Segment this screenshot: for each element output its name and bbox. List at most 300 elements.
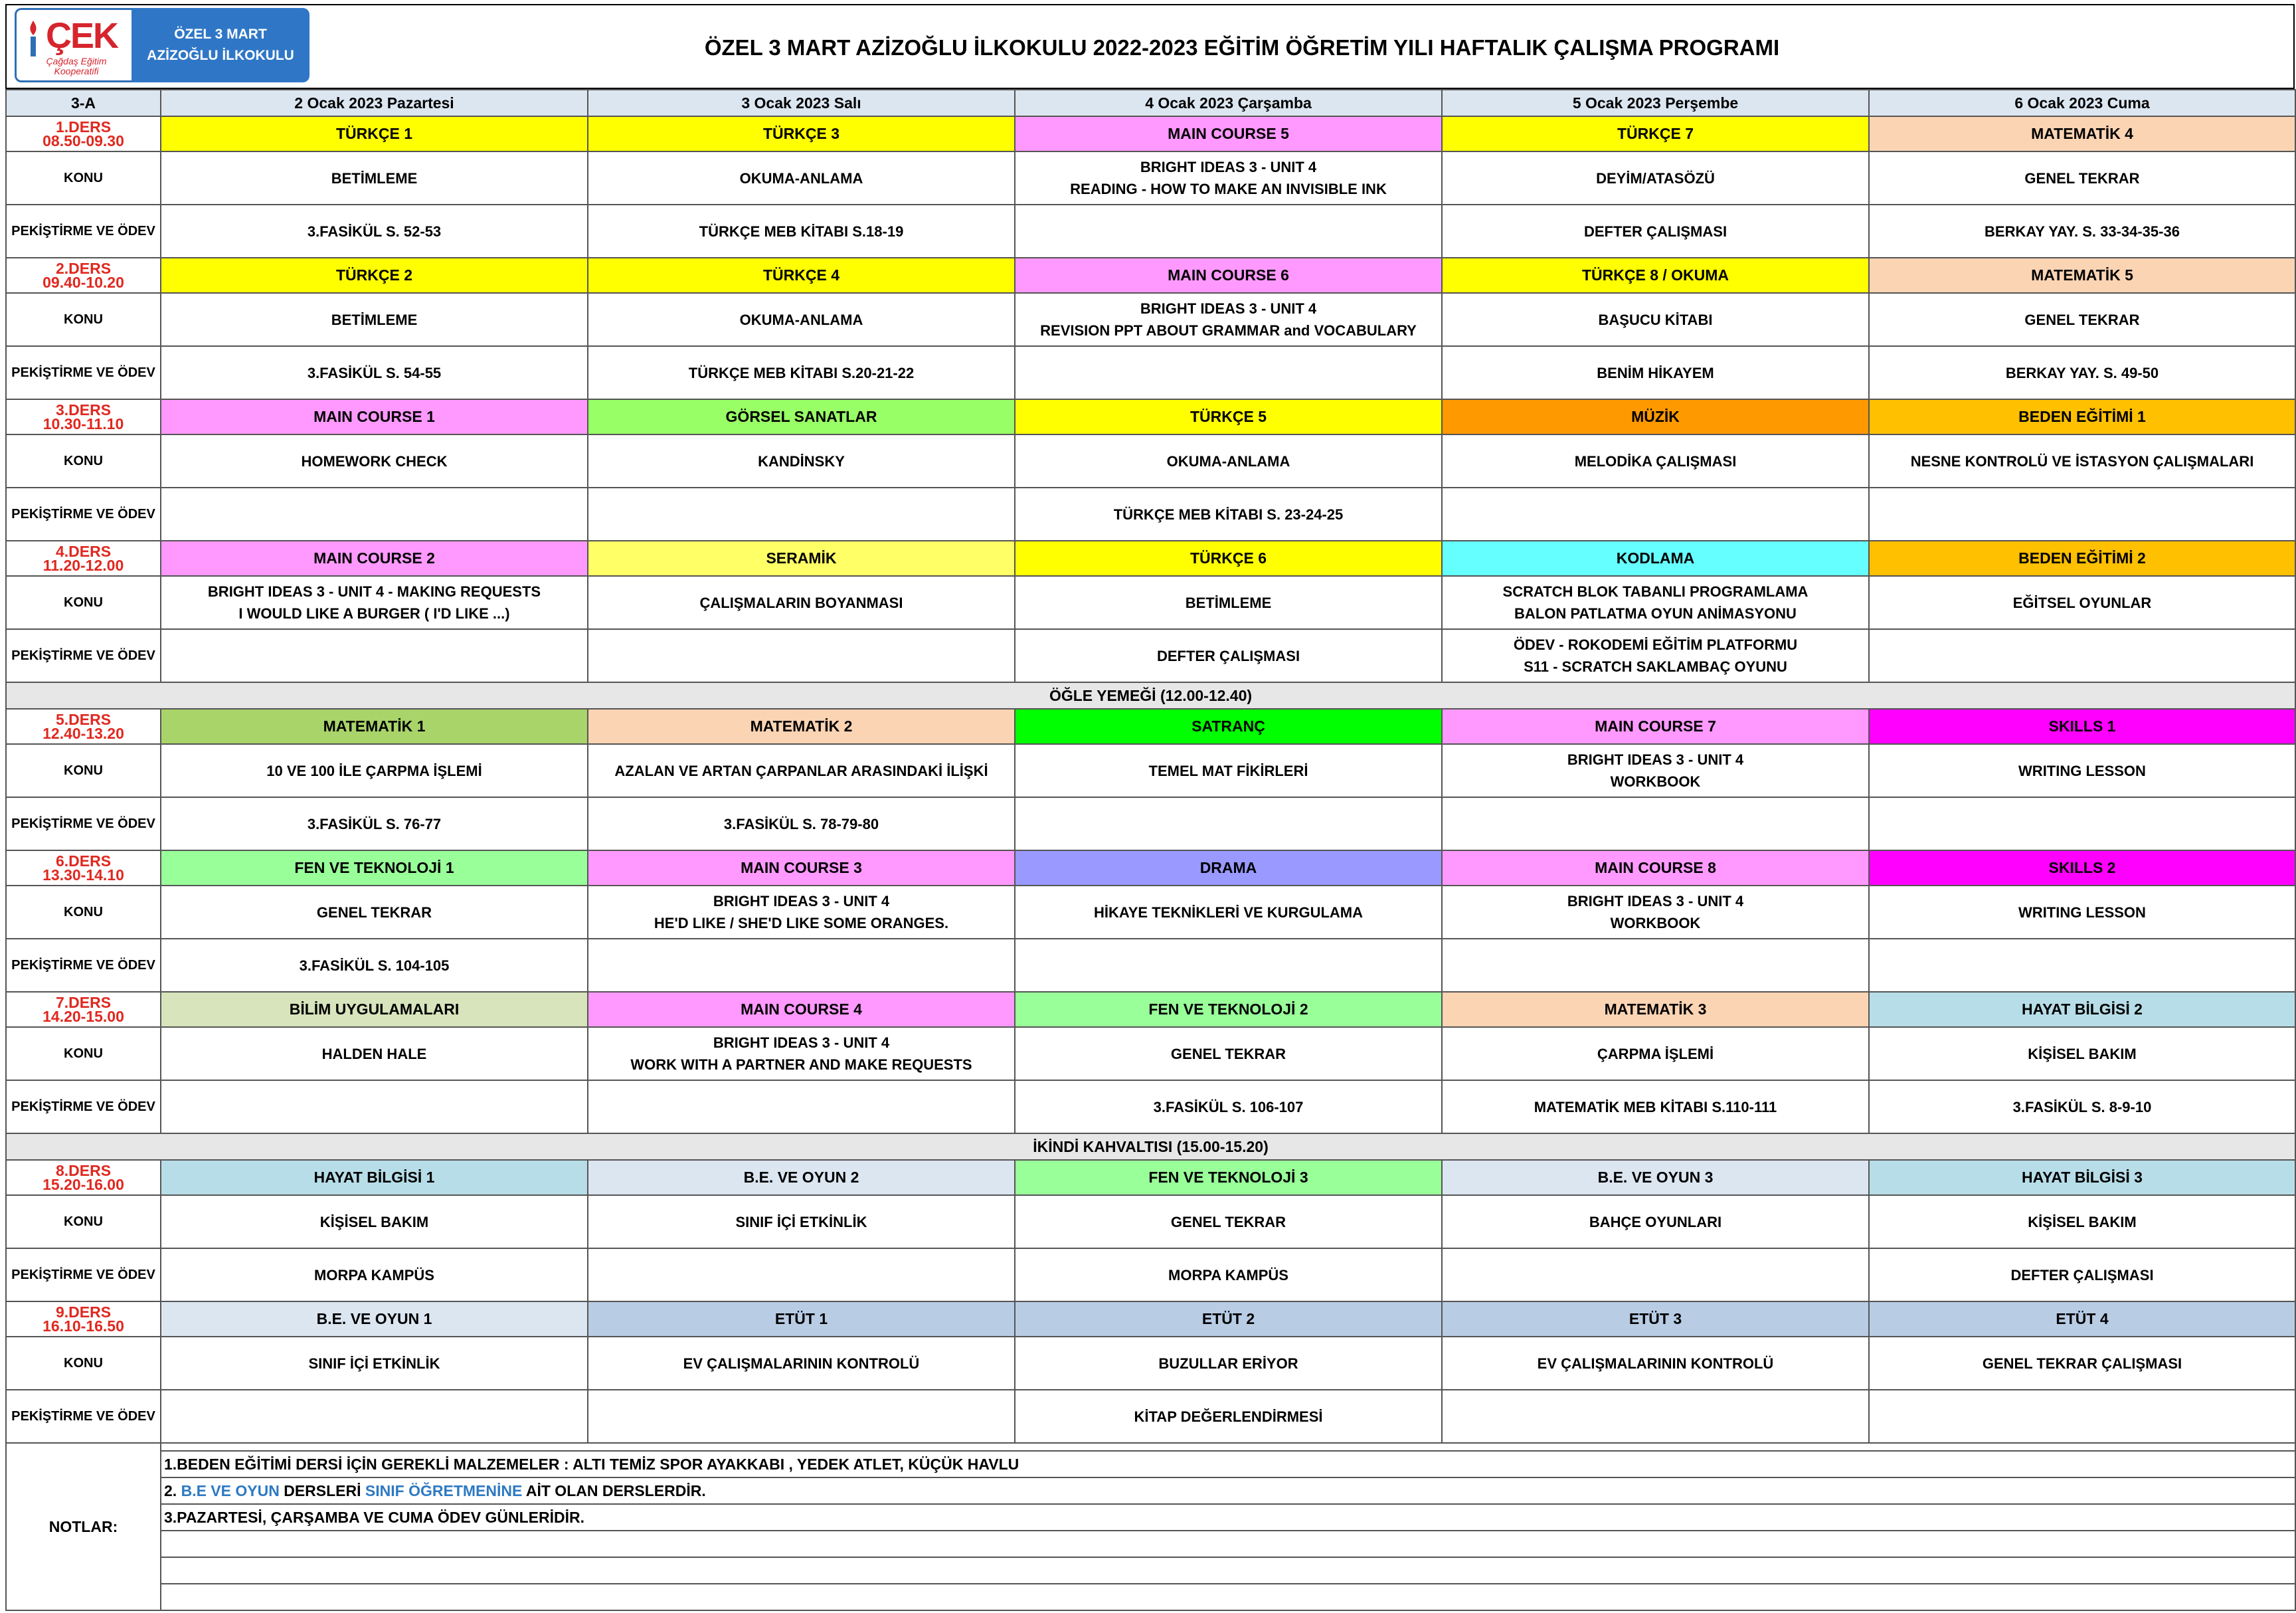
subject-cell: MATEMATİK 4 [1869,116,2295,151]
topic-cell [1015,293,1442,346]
homework-row-label: PEKİŞTİRME VE ÖDEV [6,797,161,850]
subject-cell: SKILLS 1 [1869,709,2295,744]
document-header [5,4,2295,89]
homework-cell [1869,1248,2295,1301]
period-number: 8.DERS [55,1161,112,1179]
homework-row-label: PEKİŞTİRME VE ÖDEV [6,629,161,682]
subject-cell: KODLAMA [1442,541,1869,576]
period-time: 13.30-14.10 [43,866,124,884]
homework-row [6,488,2295,541]
period-number: 6.DERS [55,852,112,870]
topic-cell-line: READING - HOW TO MAKE AN INVISIBLE INK [1070,181,1387,197]
topic-cell [588,744,1015,797]
topic-cell-line: BRIGHT IDEAS 3 - UNIT 4 [713,893,890,909]
homework-cell [1015,797,1442,850]
note-fragment: AİT OLAN DERSLERDİR. [522,1481,706,1499]
day-header: 4 Ocak 2023 Çarşamba [1015,90,1442,116]
topic-cell [1442,886,1869,939]
topic-cell-line: WORKBOOK [1610,915,1701,931]
homework-row-label: PEKİŞTİRME VE ÖDEV [6,1390,161,1443]
topic-cell-line: ÇARPMA İŞLEMİ [1597,1045,1714,1062]
homework-row [6,346,2295,399]
topic-row [6,434,2295,488]
homework-cell [1015,1080,1442,1133]
note-cell: 3.PAZARTESİ, ÇARŞAMBA VE CUMA ÖDEV GÜNLERİDİR. [161,1504,2295,1531]
homework-cell-line: MATEMATİK MEB KİTABI S.110-111 [1534,1098,1777,1115]
homework-cell-line: DEFTER ÇALIŞMASI [1156,647,1300,664]
topic-row-label: KONU [6,151,161,205]
homework-cell [588,1248,1015,1301]
homework-cell-line: 3.FASİKÜL S. 78-79-80 [723,815,879,832]
period-time: 12.40-13.20 [43,724,124,742]
note-row [6,1504,2295,1531]
topic-row-label: KONU [6,886,161,939]
homework-cell [1869,629,2295,682]
subject-cell: MAIN COURSE 4 [588,992,1015,1027]
homework-cell [1442,1248,1869,1301]
topic-cell-line: HİKAYE TEKNİKLERİ VE KURGULAMA [1094,903,1363,921]
topic-cell-line: TEMEL MAT FİKİRLERİ [1148,762,1308,779]
topic-cell-line: BRIGHT IDEAS 3 - UNIT 4 [1567,751,1744,768]
topic-cell [1015,1337,1442,1390]
page-title: ÖZEL 3 MART AZİZOĞLU İLKOKULU 2022-2023 EĞİTİM ÖĞRETİM YILI HAFTALIK ÇALIŞMA PROGRAMI [704,35,1780,60]
topic-row-label: KONU [6,576,161,629]
homework-cell-line: 3.FASİKÜL S. 8-9-10 [2012,1098,2152,1115]
topic-cell-line: I WOULD LIKE A BURGER ( I'D LIKE ...) [238,605,510,622]
topic-row [6,1195,2295,1248]
note-fragment: SINIF ÖĞRETMENİNE [365,1481,523,1499]
topic-cell-line: AZALAN VE ARTAN ÇARPANLAR ARASINDAKİ İLİŞKİ [614,762,988,779]
topic-row-label: KONU [6,434,161,488]
topic-row [6,151,2295,205]
topic-cell-line: BETİMLEME [331,311,418,328]
subject-row [6,1301,2295,1337]
period-time: 09.40-10.20 [43,273,124,291]
topic-cell [1442,151,1869,205]
period-number: 5.DERS [55,710,112,728]
subject-cell: B.E. VE OYUN 3 [1442,1160,1869,1195]
subject-cell: FEN VE TEKNOLOJİ 3 [1015,1160,1442,1195]
subject-row [6,258,2295,293]
topic-cell-line: BETİMLEME [1185,594,1272,611]
homework-row [6,939,2295,992]
notes-label: NOTLAR: [6,1443,161,1610]
topic-cell-line: DEYİM/ATASÖZÜ [1596,169,1715,187]
homework-cell [161,488,588,541]
subject-cell: TÜRKÇE 3 [588,116,1015,151]
subject-cell: MATEMATİK 3 [1442,992,1869,1027]
day-header-row [6,90,2295,116]
topic-cell [588,1337,1015,1390]
subject-cell: ETÜT 2 [1015,1301,1442,1337]
topic-cell-line: 10 VE 100 İLE ÇARPMA İŞLEMİ [266,762,482,779]
topic-cell-line: HOMEWORK CHECK [301,452,448,470]
subject-cell: MAIN COURSE 3 [588,850,1015,886]
subject-cell: MAIN COURSE 2 [161,541,588,576]
topic-cell-line: WORKBOOK [1610,773,1701,790]
homework-cell [1015,629,1442,682]
period-label [6,1160,161,1195]
topic-cell-line: EV ÇALIŞMALARININ KONTROLÜ [1537,1355,1774,1372]
topic-cell [1015,434,1442,488]
homework-cell [161,205,588,258]
topic-cell-line: BAŞUCU KİTABI [1598,311,1713,328]
subject-cell: ETÜT 3 [1442,1301,1869,1337]
homework-cell [1015,346,1442,399]
subject-cell: SKILLS 2 [1869,850,2295,886]
note-fragment: 2. [164,1481,181,1499]
page [5,4,2295,1612]
homework-cell [1442,939,1869,992]
subject-row [6,850,2295,886]
topic-cell-line: BALON PATLATMA OYUN ANİMASYONU [1514,605,1797,622]
period-label [6,1301,161,1337]
subject-cell: SERAMİK [588,541,1015,576]
homework-cell-line: BERKAY YAY. S. 49-50 [2005,364,2159,381]
note-cell: 1.BEDEN EĞİTİMİ DERSİ İÇİN GEREKLİ MALZEMELER : ALTI TEMİZ SPOR AYAKKABI , YEDEK ATLET, KÜÇÜK HAVLU [161,1451,2295,1477]
homework-cell-line: TÜRKÇE MEB KİTABI S. 23-24-25 [1113,506,1344,523]
homework-cell [1015,1390,1442,1443]
homework-cell-line: MORPA KAMPÜS [1168,1266,1288,1283]
subject-cell: MATEMATİK 5 [1869,258,2295,293]
topic-cell-line: KANDİNSKY [758,452,845,470]
homework-row-label: PEKİŞTİRME VE ÖDEV [6,1248,161,1301]
homework-cell [1442,205,1869,258]
period-number: 7.DERS [55,993,112,1011]
subject-cell: ETÜT 1 [588,1301,1015,1337]
topic-cell-line: WRITING LESSON [2018,762,2146,779]
homework-row-label: PEKİŞTİRME VE ÖDEV [6,939,161,992]
topic-cell [1869,744,2295,797]
topic-cell [1015,1027,1442,1080]
topic-cell [588,576,1015,629]
topic-cell-line: HE'D LIKE / SHE'D LIKE SOME ORANGES. [654,915,949,931]
period-time: 11.20-12.00 [43,556,124,574]
subject-cell: MAIN COURSE 1 [161,399,588,434]
topic-cell [1015,744,1442,797]
period-label [6,992,161,1027]
topic-cell [161,1027,588,1080]
break-label: İKİNDİ KAHVALTISI (15.00-15.20) [6,1133,2295,1160]
subject-row [6,992,2295,1027]
subject-cell: TÜRKÇE 7 [1442,116,1869,151]
topic-cell [1869,151,2295,205]
weekly-schedule-table [5,89,2296,1611]
subject-cell: FEN VE TEKNOLOJİ 1 [161,850,588,886]
homework-cell [1869,939,2295,992]
break-row [6,1133,2295,1160]
homework-cell [161,1390,588,1443]
subject-cell: BEDEN EĞİTİMİ 2 [1869,541,2295,576]
topic-cell [1442,434,1869,488]
topic-cell [1442,744,1869,797]
homework-cell-line: KİTAP DEĞERLENDİRMESİ [1134,1408,1323,1425]
topic-cell-line: KİŞİSEL BAKIM [2028,1045,2137,1062]
topic-cell [588,434,1015,488]
subject-cell: TÜRKÇE 5 [1015,399,1442,434]
note-fragment: DERSLERİ [279,1481,365,1499]
subject-cell: MAIN COURSE 5 [1015,116,1442,151]
homework-cell [1015,205,1442,258]
topic-cell [161,1195,588,1248]
subject-cell: HAYAT BİLGİSİ 2 [1869,992,2295,1027]
homework-cell-line: 3.FASİKÜL S. 104-105 [299,957,450,974]
homework-row [6,205,2295,258]
homework-row [6,797,2295,850]
period-number: 9.DERS [55,1303,112,1321]
subject-cell: FEN VE TEKNOLOJİ 2 [1015,992,1442,1027]
homework-cell-line: 3.FASİKÜL S. 76-77 [307,815,442,832]
homework-cell [588,629,1015,682]
topic-cell [1442,1195,1869,1248]
period-label [6,541,161,576]
topic-cell-line: SCRATCH BLOK TABANLI PROGRAMLAMA [1502,583,1809,600]
homework-cell-line: TÜRKÇE MEB KİTABI S.20-21-22 [688,364,915,381]
subject-cell: HAYAT BİLGİSİ 1 [161,1160,588,1195]
subject-cell: TÜRKÇE 2 [161,258,588,293]
note-row [6,1531,2295,1557]
homework-cell [161,797,588,850]
period-label [6,116,161,151]
homework-cell [1442,488,1869,541]
topic-row [6,886,2295,939]
topic-row [6,1337,2295,1390]
homework-cell-line: S11 - SCRATCH SAKLAMBAÇ OYUNU [1524,658,1787,675]
topic-cell-line: HALDEN HALE [321,1045,427,1062]
period-number: 3.DERS [55,401,112,419]
logo-brand: ÇEK [46,16,118,56]
subject-cell: DRAMA [1015,850,1442,886]
note-row [6,1443,2295,1451]
day-header: 2 Ocak 2023 Pazartesi [161,90,588,116]
homework-row-label: PEKİŞTİRME VE ÖDEV [6,205,161,258]
homework-cell-line: 3.FASİKÜL S. 106-107 [1153,1098,1304,1115]
subject-cell: MÜZİK [1442,399,1869,434]
note-cell [161,1531,2295,1557]
homework-row-label: PEKİŞTİRME VE ÖDEV [6,346,161,399]
homework-cell [1869,1390,2295,1443]
topic-cell [1869,1027,2295,1080]
topic-cell [1869,886,2295,939]
topic-cell [161,1337,588,1390]
topic-cell-line: KİŞİSEL BAKIM [319,1213,429,1230]
subject-cell: BİLİM UYGULAMALARI [161,992,588,1027]
topic-row-label: KONU [6,1337,161,1390]
homework-cell [588,1080,1015,1133]
subject-cell: SATRANÇ [1015,709,1442,744]
school-logo [15,8,309,82]
topic-row [6,293,2295,346]
subject-cell: GÖRSEL SANATLAR [588,399,1015,434]
day-header: 6 Ocak 2023 Cuma [1869,90,2295,116]
topic-cell-line: GENEL TEKRAR [2024,169,2140,187]
topic-cell-line: GENEL TEKRAR [1170,1213,1286,1230]
homework-cell [588,797,1015,850]
homework-cell [588,205,1015,258]
topic-cell-line: GENEL TEKRAR ÇALIŞMASI [1982,1355,2182,1372]
homework-cell [1442,629,1869,682]
topic-cell-line: OKUMA-ANLAMA [739,169,863,187]
topic-cell-line: SINIF İÇİ ETKİNLİK [735,1213,867,1230]
topic-cell [588,151,1015,205]
homework-row-label: PEKİŞTİRME VE ÖDEV [6,1080,161,1133]
subject-cell: TÜRKÇE 6 [1015,541,1442,576]
day-header: 5 Ocak 2023 Perşembe [1442,90,1869,116]
homework-cell [161,1248,588,1301]
topic-cell-line: BUZULLAR ERİYOR [1158,1355,1298,1372]
note-fragment: B.E VE OYUN [181,1481,280,1499]
homework-cell [1442,797,1869,850]
homework-cell-line: TÜRKÇE MEB KİTABI S.18-19 [699,223,904,240]
subject-row [6,116,2295,151]
period-number: 4.DERS [55,542,112,560]
homework-cell [588,346,1015,399]
topic-cell-line: OKUMA-ANLAMA [1166,452,1290,470]
homework-cell-line: DEFTER ÇALIŞMASI [1583,223,1727,240]
topic-cell-line: KİŞİSEL BAKIM [2028,1213,2137,1230]
topic-cell-line: GENEL TEKRAR [316,903,432,921]
topic-cell-line: WRITING LESSON [2018,903,2146,921]
subject-cell: ETÜT 4 [1869,1301,2295,1337]
topic-cell-line: BRIGHT IDEAS 3 - UNIT 4 [1140,300,1317,317]
homework-cell-line: 3.FASİKÜL S. 54-55 [307,364,442,381]
homework-cell [161,629,588,682]
period-time: 14.20-15.00 [43,1007,124,1025]
topic-cell [588,886,1015,939]
homework-cell [1869,488,2295,541]
homework-cell-line: MORPA KAMPÜS [314,1266,434,1283]
topic-cell [588,1195,1015,1248]
topic-cell [588,1027,1015,1080]
topic-cell-line: ÇALIŞMALARIN BOYANMASI [699,594,903,611]
homework-cell [161,939,588,992]
homework-cell [1442,1390,1869,1443]
topic-row [6,744,2295,797]
subject-cell: TÜRKÇE 4 [588,258,1015,293]
topic-cell-line: BRIGHT IDEAS 3 - UNIT 4 [1140,159,1317,175]
topic-cell [1442,1027,1869,1080]
topic-cell [1869,1337,2295,1390]
note-cell [161,1584,2295,1610]
topic-row [6,576,2295,629]
topic-cell [1442,293,1869,346]
subject-cell: TÜRKÇE 8 / OKUMA [1442,258,1869,293]
topic-cell [1869,434,2295,488]
break-row [6,682,2295,709]
note-row [6,1584,2295,1610]
topic-cell-line: SINIF İÇİ ETKİNLİK [308,1355,440,1372]
homework-cell [1015,1248,1442,1301]
cek-logo-mark [15,8,132,82]
topic-row [6,1027,2295,1080]
note-row [6,1557,2295,1584]
subject-cell: MAIN COURSE 8 [1442,850,1869,886]
note-cell [161,1443,2295,1451]
period-time: 16.10-16.50 [43,1317,124,1335]
topic-cell [1015,151,1442,205]
topic-cell-line: BRIGHT IDEAS 3 - UNIT 4 - MAKING REQUESTS [207,583,541,600]
topic-row-label: KONU [6,1195,161,1248]
topic-cell [1869,1195,2295,1248]
homework-cell-line: 3.FASİKÜL S. 52-53 [307,223,442,240]
topic-cell-line: MELODİKA ÇALIŞMASI [1574,452,1737,470]
topic-cell-line: BAHÇE OYUNLARI [1589,1213,1722,1230]
homework-cell-line: ÖDEV - ROKODEMİ EĞİTİM PLATFORMU [1513,636,1798,653]
period-label [6,399,161,434]
homework-row [6,629,2295,682]
note-cell [161,1477,2295,1504]
topic-cell-line: WORK WITH A PARTNER AND MAKE REQUESTS [630,1056,972,1073]
topic-cell [161,886,588,939]
topic-cell [1869,293,2295,346]
subject-cell: MAIN COURSE 7 [1442,709,1869,744]
topic-cell-line: GENEL TEKRAR [2024,311,2140,328]
subject-row [6,541,2295,576]
topic-cell-line: BRIGHT IDEAS 3 - UNIT 4 [1567,893,1744,909]
topic-cell [1442,1337,1869,1390]
homework-cell [1869,346,2295,399]
homework-cell [1869,205,2295,258]
topic-cell [161,151,588,205]
note-row [6,1451,2295,1477]
period-time: 10.30-11.10 [43,415,124,432]
subject-cell: B.E. VE OYUN 1 [161,1301,588,1337]
homework-row-label: PEKİŞTİRME VE ÖDEV [6,488,161,541]
topic-cell-line: EV ÇALIŞMALARININ KONTROLÜ [683,1355,920,1372]
topic-cell [161,744,588,797]
homework-cell-line: BENİM HİKAYEM [1597,364,1714,381]
topic-cell [1869,576,2295,629]
note-row [6,1477,2295,1504]
homework-cell [1442,1080,1869,1133]
topic-cell-line: REVISION PPT ABOUT GRAMMAR and VOCABULARY [1040,322,1417,339]
topic-cell [1442,576,1869,629]
topic-cell-line: EĞİTSEL OYUNLAR [2012,594,2152,611]
subject-row [6,399,2295,434]
homework-cell [161,1080,588,1133]
period-time: 08.50-09.30 [43,132,124,149]
period-label [6,258,161,293]
topic-cell [161,293,588,346]
topic-cell [588,293,1015,346]
homework-cell [1869,1080,2295,1133]
logo-brand-subtitle: Çağdaş Eğitim Kooperatifi [46,56,107,76]
period-label [6,709,161,744]
subject-cell: MATEMATİK 2 [588,709,1015,744]
note-cell [161,1557,2295,1584]
topic-cell [1015,576,1442,629]
homework-cell [1015,939,1442,992]
homework-row [6,1080,2295,1133]
class-name-cell: 3-A [6,90,161,116]
topic-cell-line: BETİMLEME [331,169,418,187]
subject-row [6,709,2295,744]
torch-icon [25,18,42,58]
subject-cell: TÜRKÇE 1 [161,116,588,151]
homework-cell-line: DEFTER ÇALIŞMASI [2010,1266,2154,1283]
topic-cell [1015,886,1442,939]
homework-cell [1015,488,1442,541]
logo-school-name: ÖZEL 3 MART AZİZOĞLU İLKOKULU [132,8,309,82]
period-number: 1.DERS [55,118,112,136]
topic-cell [1015,1195,1442,1248]
topic-cell-line: OKUMA-ANLAMA [739,311,863,328]
subject-row [6,1160,2295,1195]
topic-cell [161,434,588,488]
homework-cell [1869,797,2295,850]
homework-cell-line: BERKAY YAY. S. 33-34-35-36 [1985,223,2180,240]
topic-cell [161,576,588,629]
